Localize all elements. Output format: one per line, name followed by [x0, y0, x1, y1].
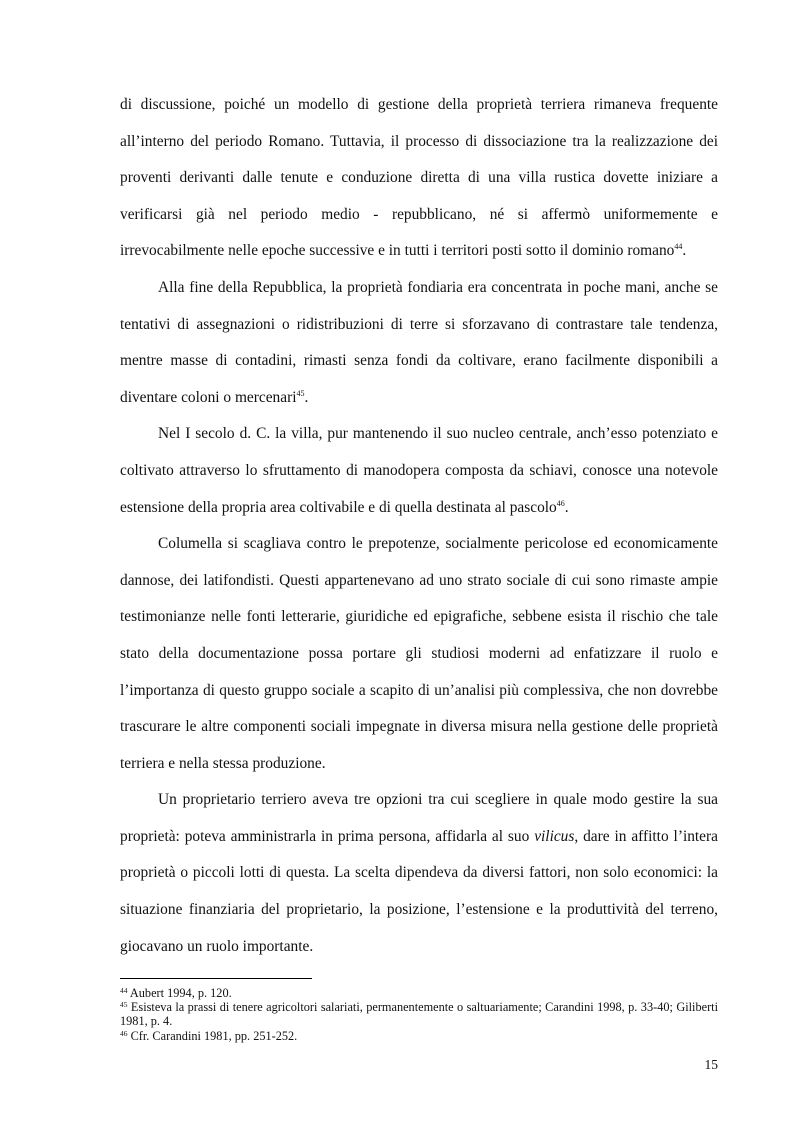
footnote-text: Esisteva la prassi di tenere agricoltori salariati, permanentemente o saltuariamente; Carandini 1998, p. 33-40; Giliberti 1981, p. 4.: [120, 1000, 718, 1029]
paragraph-text: Alla fine della Repubblica, la proprietà fondiaria era concentrata in poche mani, anche se tentativi di assegnazioni o ridistribuzioni di terre si sforzavano di contrastare tale tendenza, mentre masse di contadini, rimasti senza fondi da coltivare, erano facilmente disponibili a diventare coloni o mercenari: [120, 278, 718, 406]
paragraph-2: [120, 270, 718, 416]
paragraph-5: [120, 782, 718, 965]
footnote-ref-44[interactable]: 44: [674, 242, 683, 252]
paragraph-3: [120, 416, 718, 526]
footnote-ref-45[interactable]: 45: [296, 388, 305, 398]
paragraph-end: .: [682, 242, 687, 260]
paragraph-text: Un proprietario terriero aveva tre opzioni tra cui scegliere in quale modo gestire la sua proprietà: poteva amministrarla in prima persona, affidarla al suo: [120, 791, 718, 845]
footnote-text: Aubert 1994, p. 120.: [127, 986, 232, 1000]
footnote-44: [120, 986, 718, 1000]
paragraph-text: , dare in affitto l’intera proprietà o piccoli lotti di questa. La scelta dipendeva da diversi fattori, non solo economici: la situazione finanziaria del proprietario, la posizione, l’estensione e la produttività del terreno, giocavano un ruolo importante.: [120, 827, 718, 955]
paragraph-text: di discussione, poiché un modello di gestione della proprietà terriera rimaneva frequente all’interno del periodo Romano. Tuttavia, il processo di dissociazione tra la realizzazione dei proventi derivanti dalle tenute e conduzione diretta di una villa rustica dovette iniziare a verificarsi già nel periodo medio - repubblicano, né si affermò uniformemente e irrevocabilmente nelle epoche successive e in tutti i territori posti sotto il dominio romano: [120, 96, 718, 260]
page-number: 15: [704, 1057, 718, 1072]
paragraph-text: Nel I secolo d. C. la villa, pur mantenendo il suo nucleo centrale, anch’esso potenziato e coltivato attraverso lo sfruttamento di manodopera composta da schiavi, conosce una notevole estensione della propria area coltivabile e di quella destinata al pascolo: [120, 425, 718, 516]
paragraph-4: [120, 526, 718, 782]
footnote-separator: [120, 978, 312, 979]
footnotes: [120, 986, 718, 1043]
footnote-number: 45: [120, 1000, 128, 1010]
italic-term: vilicus: [534, 827, 575, 845]
footnote-46: [120, 1029, 718, 1043]
footnote-text: Cfr. Carandini 1981, pp. 251-252.: [127, 1028, 298, 1043]
paragraph-end: .: [564, 498, 569, 516]
footnote-ref-46[interactable]: 46: [556, 498, 565, 508]
footnote-number: 44: [120, 986, 128, 995]
body-text: [120, 87, 718, 965]
paragraph-1: [120, 87, 718, 270]
paragraph-text: Columella si scagliava contro le prepotenze, socialmente pericolose ed economicamente dannose, dei latifondisti. Questi appartenevano ad uno strato sociale di cui sono rimaste ampie testimonianze nelle fonti letterarie, giuridiche ed epigrafiche, sebbene esista il rischio che tale stato della documentazione possa portare gli studiosi moderni ad enfatizzare il ruolo e l’importanza di questo gruppo sociale a scapito di un’analisi più complessiva, che non dovrebbe trascurare le altre componenti sociali impegnate in diversa misura nella gestione delle proprietà terriera e nella stessa produzione.: [120, 535, 718, 772]
paragraph-end: .: [304, 388, 309, 406]
footnote-45: [120, 1000, 718, 1028]
footnote-number: 46: [120, 1028, 128, 1038]
